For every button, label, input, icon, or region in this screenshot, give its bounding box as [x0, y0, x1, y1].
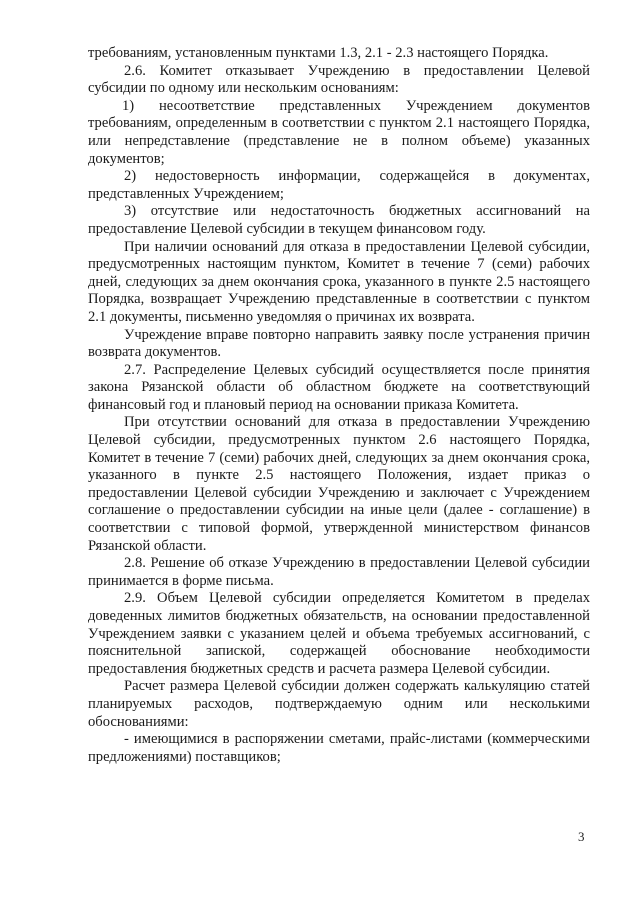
list-item-2-6-1: 1) несоответствие представленных Учреждением документов требованиям, определенным в соответствии с пунктом 2.1 настоящего Порядка, или непредставление (представление не в полном объеме) указанных документов;: [88, 97, 590, 167]
paragraph-2-8: 2.8. Решение об отказе Учреждению в предоставлении Целевой субсидии принимается в форме письма.: [88, 555, 590, 589]
paragraph-2-7: 2.7. Распределение Целевых субсидий осуществляется после принятия закона Рязанской области об областном бюджете на соответствующий финансовый год и плановый период на основании приказа Комитета.: [88, 361, 590, 413]
list-item-2-6-2: 2) недостоверность информации, содержащейся в документах, представленных Учреждением;: [88, 168, 590, 202]
list-item-2-6-3: 3) отсутствие или недостаточность бюджетных ассигнований на предоставление Целевой субсидии в текущем финансовом году.: [88, 203, 590, 237]
paragraph-refusal-procedure: При наличии оснований для отказа в предоставлении Целевой субсидии, предусмотренных настоящим пунктом, Комитет в течение 7 (семи) рабочих дней, следующих за днем окончания срока, указанного в пункте 2.5 настоящего Порядка, возвращает Учреждению представленные в соответствии с пунктом 2.1 документы, письменно уведомляя о причинах их возврата.: [88, 238, 590, 325]
document-page: [88, 45, 590, 766]
paragraph-continuation: требованиям, установленным пунктами 1.3, 2.1 - 2.3 настоящего Порядка.: [88, 45, 549, 61]
page-number: 3: [578, 829, 585, 844]
paragraph-calculation: Расчет размера Целевой субсидии должен содержать калькуляцию статей планируемых расходов, подтверждаемую одним или несколькими обоснованиями:: [88, 678, 590, 730]
paragraph-resubmission: Учреждение вправе повторно направить заявку после устранения причин возврата документов.: [88, 326, 590, 361]
list-item-estimates: - имеющимися в распоряжении сметами, прайс-листами (коммерческими предложениями) поставщиков;: [88, 731, 590, 765]
paragraph-2-9: 2.9. Объем Целевой субсидии определяется Комитетом в пределах доведенных лимитов бюджетных обязательств, на основании предоставленной Учреждением заявки с указанием целей и объема требуемых ассигнований, с пояснительной запиской, содержащей обоснование необходимости предоставления бюджетных средств и расчета размера Целевой субсидии.: [88, 590, 590, 677]
paragraph-no-grounds: При отсутствии оснований для отказа в предоставлении Учреждению Целевой субсидии, предусмотренных пунктом 2.6 настоящего Порядка, Комитет в течение 7 (семи) рабочих дней, следующих за днем окончания срока, указанного в пункте 2.5 настоящего Положения, издает приказ о предоставлении Целевой субсидии Учреждению и заключает с Учреждением соглашение о предоставлении субсидии на иные цели (далее - соглашение) в соответствии с типовой формой, утвержденной министерством финансов Рязанской области.: [88, 414, 590, 554]
paragraph-2-6: 2.6. Комитет отказывает Учреждению в предоставлении Целевой субсидии по одному или нескольким основаниям:: [88, 62, 590, 97]
